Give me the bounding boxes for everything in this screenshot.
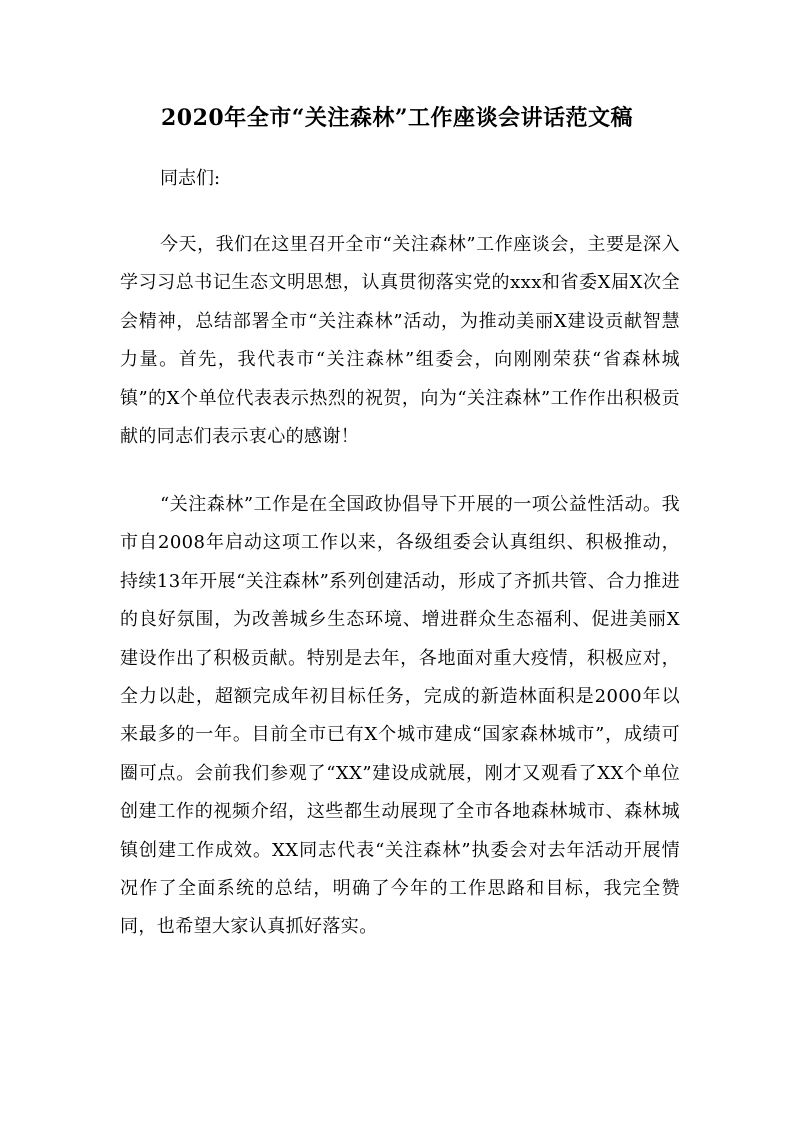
document-title: 2020年全市“关注森林”工作座谈会讲话范文稿	[160, 105, 634, 131]
greeting: 同志们:	[160, 168, 221, 189]
paragraph-2: “关注森林”工作是在全国政协倡导下开展的一项公益性活动。我市自2008年启动这项工作以来，各级组委会认真组织、积极推动，持续13年开展“关注森林”系列创建活动，形成了齐抓共管、合力推进的良好氛围，为改善城乡生态环境、增进群众生态福利、促进美丽X建设作出了积极贡献。特别是去年，各地面对重大疫情，积极应对，全力以赴，超额完成年初目标任务，完成的新造林面积是2000年以来最多的一年。目前全市已有X个城市建成“国家森林城市”，成绩可圈可点。会前我们参观了“XX”建设成就展，刚才又观看了XX个单位创建工作的视频介绍，这些都生动展现了全市各地森林城市、森林城镇创建工作成效。XX同志代表“关注森林”执委会对去年活动开展情况作了全面系统的总结，明确了今年的工作思路和目标，我完全赞同，也希望大家认真抓好落实。	[120, 494, 680, 938]
paragraph-1: 今天，我们在这里召开全市“关注森林”工作座谈会，主要是深入学习习总书记生态文明思想，认真贯彻落实党的xxx和省委X届X次全会精神，总结部署全市“关注森林”活动，为推动美丽X建设贡献智慧力量。首先，我代表市“关注森林”组委会，向刚刚荣获“省森林城镇”的X个单位代表表示热烈的祝贺，向为“关注森林”工作作出积极贡献的同志们表示衷心的感谢！	[120, 234, 680, 448]
